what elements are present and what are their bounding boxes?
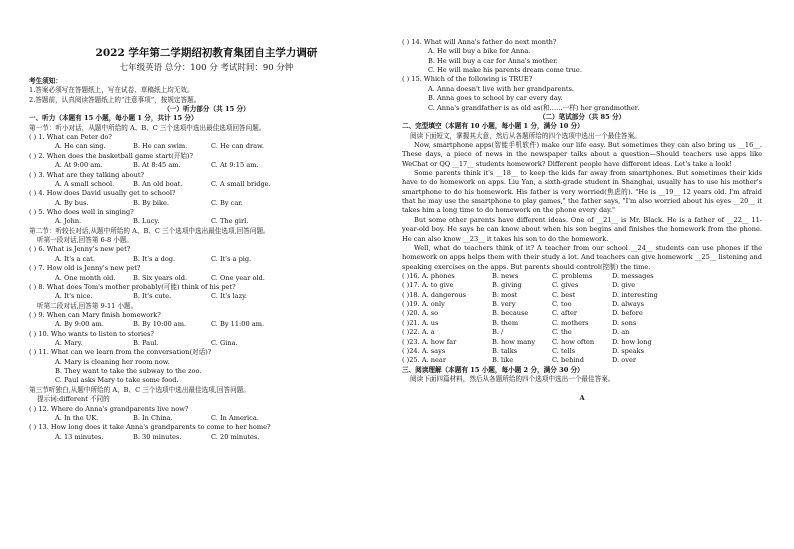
option-a: ( )24. A. says [402, 346, 446, 355]
left-column [29, 38, 384, 442]
cloze-options [402, 272, 762, 366]
question-1: ( ) 1. What can Peter do? [29, 133, 112, 142]
reading-title: 三、阅读理解（本题有 15 小题，每小题 2 分，满分 30 分） [402, 365, 584, 374]
passage-label: A [579, 394, 585, 403]
option-b: B. news [492, 271, 519, 280]
options-4 [29, 199, 384, 208]
option-row [402, 272, 762, 281]
options-13 [29, 433, 384, 442]
option-a: ( )25. A. near [402, 356, 447, 365]
passage-paragraph: Well, what do teachers think of it? A teacher from our school __24__ students can use phones if the homework on apps helps them with their study a lot. And teachers can give homework __25__ listening and speaking exercises on the apps. But parents should control(控制) the time. [402, 243, 762, 271]
option-b: B. It's a dog. [133, 254, 176, 263]
option-b: B. Lucy. [133, 217, 160, 226]
question-8: ( ) 8. What does Tom's mother probably(可能) think of his pet? [29, 282, 236, 291]
exam-title: 2022 学年第二学期绍初教育集团自主学力调研 [95, 47, 318, 59]
option-c: C. Gina. [211, 339, 238, 348]
option-b: B. Paul. [133, 339, 159, 348]
section3-instruction: 第三节听独白,从题中所给的 A、B、C 三个选项中选出最佳选项,回答问题。 [29, 385, 250, 394]
option-a: ( )19. A. only [402, 300, 445, 309]
option-a: ( )20. A. so [402, 309, 439, 318]
option-c: C. gives [552, 281, 579, 290]
option-a: A. John. [55, 217, 82, 226]
option-b: B. like [492, 356, 514, 365]
option-a: A. Mary is cleaning her room now. [55, 357, 170, 366]
option-d: D. give [612, 281, 636, 290]
option-b: B. because [492, 309, 529, 318]
option-d: D. over [612, 356, 636, 365]
option-d: D. speaks [612, 346, 645, 355]
question-12: ( ) 12. Where do Anna's grandparents live now? [29, 404, 189, 413]
notice-item: 2.答题前，认真阅读答题纸上的“注意事项”，按规定答题。 [29, 95, 201, 104]
notice-title: 考生须知： [29, 76, 62, 85]
option-c: C. best [552, 290, 576, 299]
option-c: C. It's a pig. [211, 254, 252, 263]
option-c: C. behind [552, 356, 584, 365]
options-9 [29, 320, 384, 329]
option-c: C. He can draw. [211, 142, 264, 151]
option-c: C. too [552, 300, 572, 309]
question-10: ( ) 10. Who wants to listen to stories? [29, 329, 154, 338]
option-a: A. 13 minutes. [55, 432, 104, 441]
option-b: B. how many [492, 337, 536, 346]
options-10 [29, 339, 384, 348]
question-2: ( ) 2. When does the basketball game start(开始)? [29, 151, 194, 160]
option-a: A. He can sing. [55, 142, 106, 151]
listening-title: 一、听力（本题有 15 小题，每小题 1 分，共计 15 分） [29, 114, 198, 123]
option-c: C. problems [552, 271, 593, 280]
option-a: A. By bus. [55, 198, 89, 207]
part2-title: （二）笔试部分（共 85 分） [538, 112, 626, 121]
option-a: A. One month old. [55, 273, 116, 282]
options-8 [29, 292, 384, 301]
option-c: C. At 9:15 am. [211, 161, 259, 170]
option-a: A. It's nice. [55, 292, 93, 301]
question-13: ( ) 13. How long does it take Anna's grandparents to come to her home? [29, 423, 271, 432]
option-a: A. It's a cat. [55, 254, 95, 263]
option-a: A. He will buy a bike for Anna. [428, 47, 531, 56]
section1-instruction: 第一节：听小对话，从题中所给的 A、B、C 三个选项中选出最佳选项回答问题。 [29, 123, 266, 132]
option-a: ( )22. A. a [402, 328, 435, 337]
question-9: ( ) 9. When can Mary finish homework? [29, 310, 161, 319]
option-a: ( )17. A. to give [402, 281, 454, 290]
option-row [402, 328, 762, 337]
option-b: B. / [492, 328, 504, 337]
option-c: C. the [552, 328, 572, 337]
question-6: ( ) 6. What is Jenny's new pet? [29, 245, 131, 254]
option-d: D. always [612, 300, 644, 309]
passage-paragraph: Now, smartphone apps(智能手机软件) make our life easy. But sometimes they can also bring us __16__. These days, a piece of news in the newspaper talks about a question—Should teachers use apps like WeChat or QQ __17__ students homework? Different people have different ideas. Let's take a look! [402, 140, 762, 168]
option-c: C. A small bridge. [211, 179, 271, 188]
option-b: B. By bike. [133, 198, 170, 207]
options-12 [29, 414, 384, 423]
option-b: B. At 8:45 am. [133, 161, 181, 170]
option-b: B. them [492, 318, 519, 327]
option-a: A. A small school. [55, 179, 115, 188]
option-c: C. after [552, 309, 578, 318]
right-column [402, 38, 762, 404]
options-7 [29, 274, 384, 283]
option-row [402, 300, 762, 309]
reading-instruction: 阅读下面四篇材料，然后从各题所给的四个选项中选出一个最佳答案。 [410, 374, 615, 383]
option-c: C. He will make his parents dream come true. [428, 66, 582, 75]
question-4: ( ) 4. How does David usually get to school? [29, 189, 176, 198]
option-row [402, 309, 762, 318]
option-b: B. talks [492, 346, 518, 355]
option-a: ( )23. A. how far [402, 337, 457, 346]
option-c: C. The girl. [211, 217, 249, 226]
option-a: A. By 9:00 am. [55, 320, 104, 329]
option-a: A. Anna doesn't live with her grandparents. [428, 84, 574, 93]
option-b: B. very [492, 300, 516, 309]
option-d: D. an [612, 328, 630, 337]
part1-title: （一）听力部分（共 15 分） [163, 105, 250, 114]
option-a: A. In the UK. [55, 413, 99, 422]
section2-note-2: 听第二段对话,回答第 9-11 小题。 [37, 301, 138, 310]
option-d: D. messages [612, 271, 654, 280]
option-c: C. One year old. [211, 273, 265, 282]
option-c: C. tells [552, 346, 576, 355]
option-d: D. sons [612, 318, 637, 327]
option-c: C. 20 minutes. [211, 432, 260, 441]
option-b: B. giving [492, 281, 522, 290]
option-row [402, 347, 762, 356]
notice-item: 1.答案必须写在答题纸上，写在试卷、草稿纸上均无效。 [29, 86, 194, 95]
option-b: B. It's cute. [133, 292, 172, 301]
option-row [402, 291, 762, 300]
option-row [402, 356, 762, 365]
question-5: ( ) 5. Who does well in singing? [29, 208, 134, 216]
option-c: C. By car. [211, 198, 243, 207]
options-2 [29, 161, 384, 170]
option-d: D. interesting [612, 290, 658, 299]
option-d: D. before [612, 309, 643, 318]
question-7: ( ) 7. How old is Jenny's new pet? [29, 264, 141, 273]
section2-note: 听第一段对话,回答第 6-8 小题。 [37, 236, 134, 245]
passage-paragraph: But some other parents have different ideas. One of __21__ is Mr. Black. He is a father of __22__ 11-year-old boy. He says he can know about when his son begins and finishes the homework from the phone. He can also know __23__ it takes his son to do the homework. [402, 215, 762, 243]
option-row [402, 281, 762, 290]
options-3 [29, 180, 384, 189]
option-a: ( )21. A. us [402, 318, 439, 327]
option-b: B. most [492, 290, 518, 299]
option-a: A. At 9:00 am. [55, 161, 103, 170]
option-b: B. He will buy a car for Anna's mother. [428, 56, 558, 65]
cloze-title: 二、完型填空（本题有 10 小题，每小题 1 分，满分 10 分） [402, 122, 584, 131]
options-6 [29, 255, 384, 264]
option-b: B. In China. [133, 413, 173, 422]
option-a: ( )16. A. phones [402, 271, 455, 280]
option-b: B. 30 minutes. [133, 432, 182, 441]
exam-subtitle: 七年级英语 总分：100 分 考试时间：90 分钟 [119, 62, 294, 73]
option-c: C. It's lazy. [211, 292, 248, 301]
option-b: B. Six years old. [133, 273, 188, 282]
cloze-instruction: 阅读下面短文，掌握其大意，然后从各题所给的四个选项中选出一个最佳答案。 [410, 131, 641, 140]
option-b: B. He can swim. [133, 142, 188, 151]
option-c: C. mothers [552, 318, 589, 327]
option-b: B. They want to take the subway to the zoo. [55, 367, 202, 376]
option-b: B. Anna goes to school by car every day. [428, 94, 563, 103]
options-1 [29, 142, 384, 151]
question-3: ( ) 3. What are they talking about? [29, 170, 145, 179]
passage-paragraph: Some parents think it's __18__ to keep the kids far away from smartphones. But sometimes their kids have to do homework on apps. Liu Yan, a sixth-grade student in Shanghai, usually has to use his mother's smartphone to do his homework. His father is very worried(焦虑的). "He is __19__ 12 years old. I'm afraid that he may use the smartphone to play games," the father says, "I'm also worried about his eyes __20__ it takes him a long time to do homework on the phone every day." [402, 169, 762, 215]
option-c: C. Anna's grandfather is as old as(和……一样) her grandmother. [428, 103, 640, 112]
option-row [402, 319, 762, 328]
option-c: C. Paul asks Mary to take some food. [55, 376, 179, 385]
section3-note: 提示词:different 不同的 [37, 395, 110, 404]
option-a: A. Mary. [55, 339, 83, 348]
option-c: C. how often [552, 337, 595, 346]
option-b: B. By 10:00 am. [133, 320, 187, 329]
option-c: C. By 11:00 am. [211, 320, 265, 329]
option-d: D. how long [612, 337, 652, 346]
option-c: C. In America. [211, 413, 259, 422]
option-a: ( )18. A. dangerous [402, 290, 467, 299]
options-5 [29, 217, 384, 226]
option-b: B. An old boat. [133, 179, 183, 188]
question-15: ( ) 15. Which of the following is TRUE? [402, 75, 533, 84]
question-11: ( ) 11. What can we learn from the conversation(对话)? [29, 348, 212, 357]
section2-instruction: 第二节：听较长对话,从题中所给的 A、B、C 三个选项中选出最佳选项,回答问题。 [29, 226, 270, 235]
option-row [402, 338, 762, 347]
question-14: ( ) 14. What will Anna's father do next month? [402, 38, 557, 46]
